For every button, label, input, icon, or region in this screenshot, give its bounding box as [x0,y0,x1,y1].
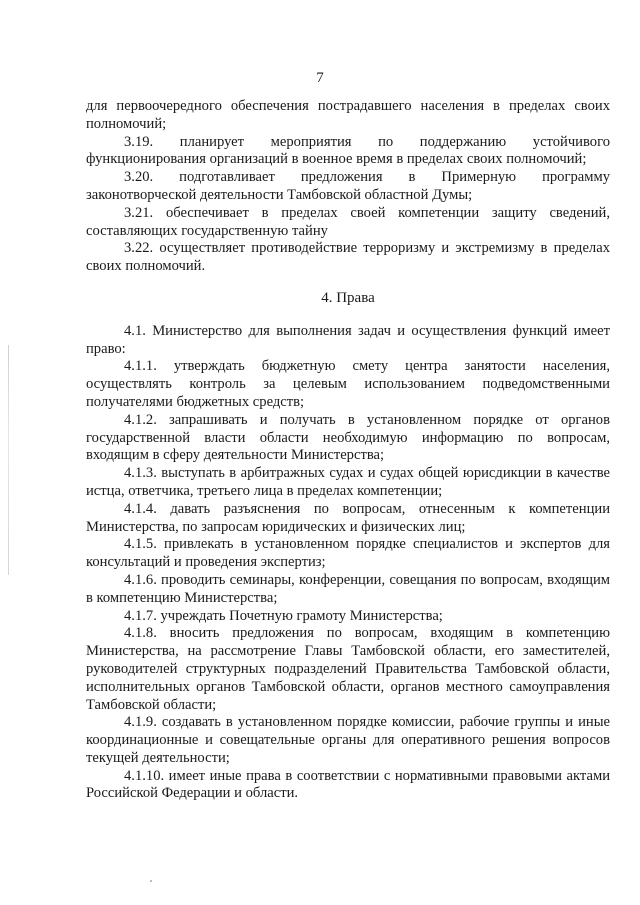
paragraph-4-1: 4.1. Министерство для выполнения задач и осуществления функций имеет право: [86,322,610,357]
paragraph-3-21: 3.21. обеспечивает в пределах своей компетенции защиту сведений, составляющих государственную тайну [86,204,610,239]
paragraph-4-1-6: 4.1.6. проводить семинары, конференции, совещания по вопросам, входящим в компетенцию Министерства; [86,571,610,606]
paragraph-3-20: 3.20. подготавливает предложения в Примерную программу законотворческой деятельности Тамбовской областной Думы; [86,169,610,203]
paragraph-4-1-3: 4.1.3. выступать в арбитражных судах и судах общей юрисдикции в качестве истца, ответчика, третьего лица в пределах компетенции; [86,465,610,499]
paragraph-3-22: 3.22. осуществляет противодействие терроризму и экстремизму в пределах своих полномочий. [86,240,610,275]
paragraph-3-19: 3.19. планирует мероприятия по поддержанию устойчивого функционирования организаций в военное время в пределах своих полномочий; [86,133,610,168]
page-number: 7 [316,70,324,86]
scan-edge-mark [8,345,9,575]
paragraph-4-1-8: 4.1.8. вносить предложения по вопросам, входящим в компетенцию Министерства, на рассмотрение Главы Тамбовской области, его заместителей, руководителей структурных подразделений Правительства Тамбовской области, исполнительных органов Тамбовской области, органов местного самоуправления Тамбовской области; [86,625,610,713]
paragraph-4-1-1: 4.1.1. утверждать бюджетную смету центра занятости населения, осуществлять контроль за целевым использованием подведомственными получателями бюджетных средств; [86,358,610,410]
section-4-heading: 4. Права [321,289,375,306]
paragraph-4-1-2: 4.1.2. запрашивать и получать в установленном порядке от органов государственной власти области необходимую информацию по вопросам, входящим в сферу деятельности Министерства; [86,411,610,464]
paragraph-4-1-4: 4.1.4. давать разъяснения по вопросам, отнесенным к компетенции Министерства, по запросам юридических и физических лиц; [86,500,610,535]
paragraph-4-1-5: 4.1.5. привлекать в установленном порядке специалистов и экспертов для консультаций и проведения экспертиз; [86,536,610,571]
paragraph-4-1-9: 4.1.9. создавать в установленном порядке комиссии, рабочие группы и иные координационные и совещательные органы для оперативного решения вопросов текущей деятельности; [86,714,610,766]
paragraph-4-1-7: 4.1.7. учреждать Почетную грамоту Министерства; [124,607,443,624]
document-body [86,98,610,803]
paragraph-4-1-10: 4.1.10. имеет иные права в соответствии с нормативными правовыми актами Российской Федерации и области. [86,767,610,802]
paragraph-3-18-continuation: для первоочередного обеспечения пострадавшего населения в пределах своих полномочий; [86,98,610,132]
scan-dust-mark [150,880,152,882]
